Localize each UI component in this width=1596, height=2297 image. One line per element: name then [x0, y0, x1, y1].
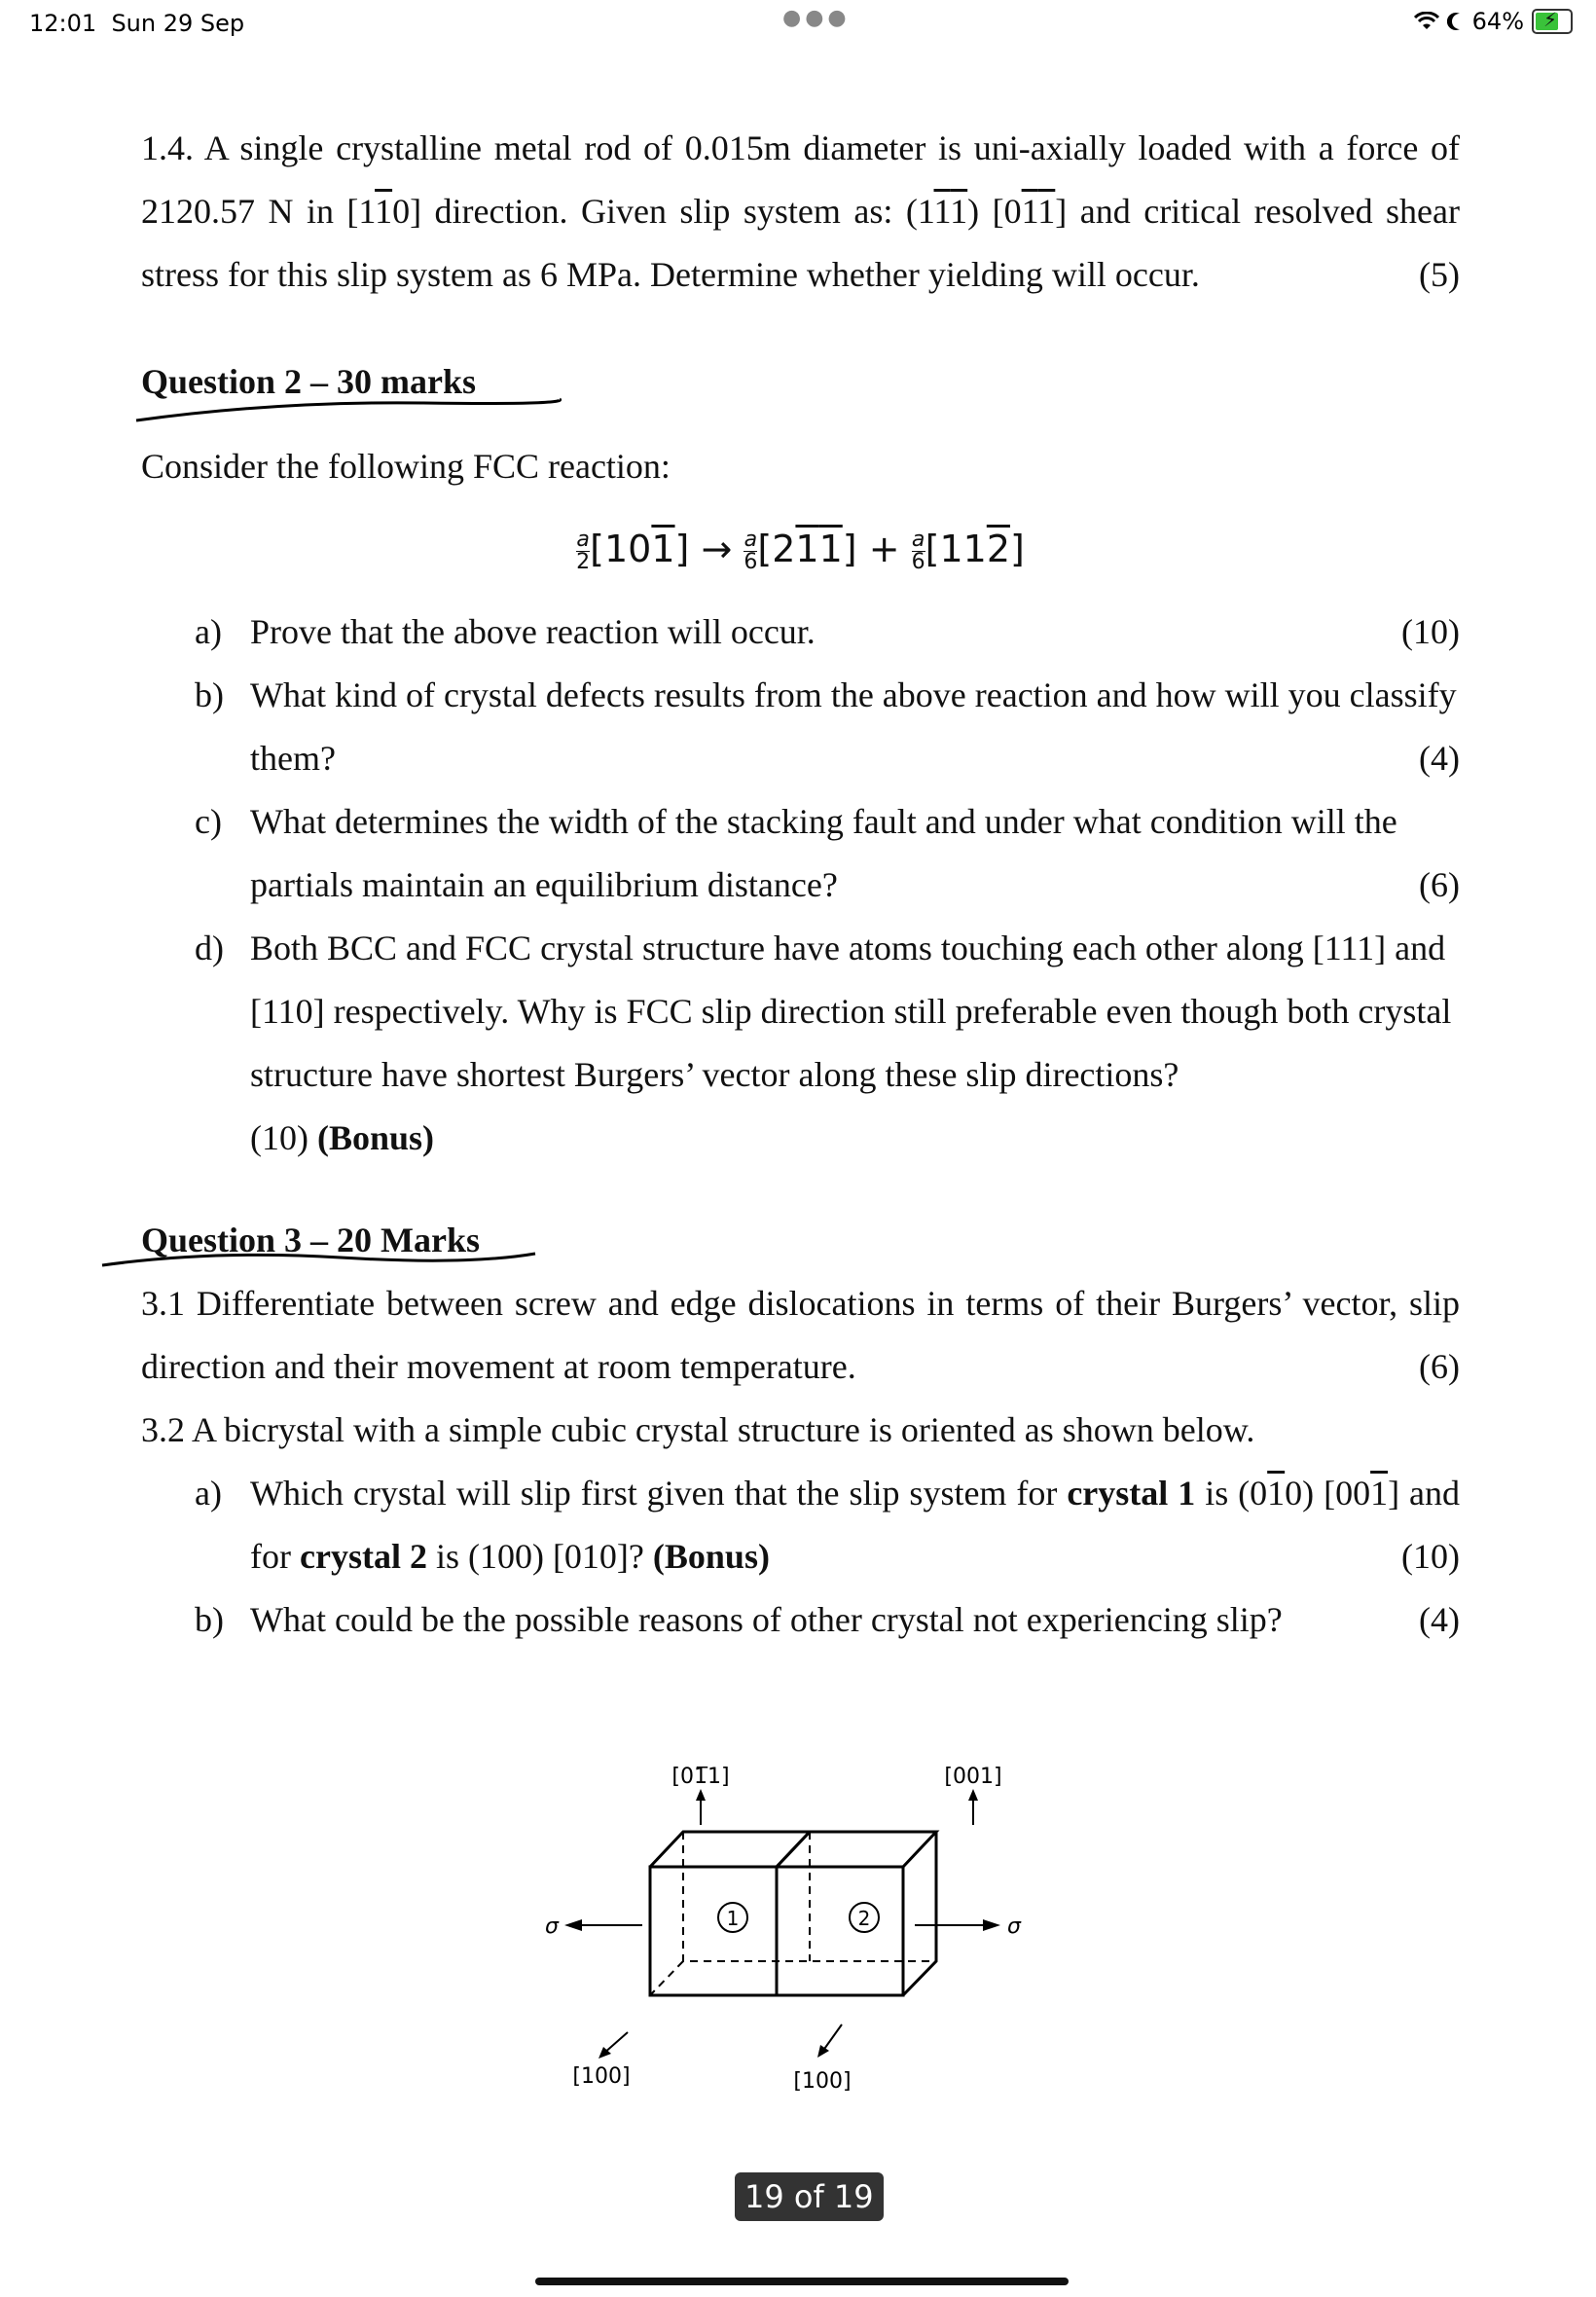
q2-item-b: b) What kind of crystal defects results from the above reaction and how will you classify them? (4): [195, 675, 1460, 778]
multitask-dots[interactable]: ●●●: [782, 6, 851, 30]
status-bar: [0, 0, 1596, 49]
q2-item-a: a) Prove that the above reaction will occur. (10): [195, 612, 1460, 651]
label-top-left: [01̅1]: [671, 1765, 730, 1789]
label-bottom-right: [100]: [793, 2069, 852, 2094]
q2-item-c: c) What determines the width of the stacking fault and under what condition will the partials maintain an equilibrium distance? (6): [195, 802, 1460, 904]
q2-item-d: d) Both BCC and FCC crystal structure have atoms touching each other along [111] and [110] respectively. Why is FCC slip direction still preferable even though both crystal structure have shortest Burgers’ vector along these slip directions? (10) (Bonus): [195, 929, 1452, 1157]
label-bottom-left: [100]: [572, 2064, 631, 2089]
label-top-right: [001]: [944, 1765, 1002, 1789]
question-3-heading: Question 3 – 20 Marks: [141, 1209, 1460, 1272]
question-1-4: 1.4. A single crystalline metal rod of 0.015m diameter is uni-axially loaded with a force of 2120.57 N in [110] direction. Given slip system as: (111) [011] and critical resolved shear stress for this slip system as 6 MPa. Determine whether yielding will occur. (5): [141, 117, 1460, 307]
question-2-intro: Consider the following FCC reaction:: [141, 447, 671, 486]
q3-item-b: b) What could be the possible reasons of other crystal not experiencing slip? (4): [195, 1600, 1460, 1639]
bicrystal-diagram: [526, 1762, 1109, 2132]
stress-right: σ: [1007, 1914, 1021, 1939]
stress-left: σ: [545, 1914, 559, 1939]
page-indicator: 19 of 19: [735, 2172, 884, 2221]
document-page: [141, 117, 1460, 1652]
wifi-icon: [1414, 12, 1439, 31]
question-3-1: 3.1 Differentiate between screw and edge dislocations in terms of their Burgers’ vector, slip direction and their movement at room temperature. (6): [141, 1284, 1460, 1386]
q3-item-a: a) Which crystal will slip first given that the slip system for crystal 1 is (010) [001] and for crystal 2 is (100) [010]? (Bonus) (10): [195, 1474, 1461, 1576]
underline-scribble: [131, 391, 715, 430]
status-time: 12:01 Sun 29 Sep: [29, 10, 245, 37]
crystal-2-front: [777, 1867, 903, 1995]
moon-icon: [1447, 12, 1465, 31]
question-3-2: 3.2 A bicrystal with a simple cubic crystal structure is oriented as shown below.: [141, 1410, 1255, 1449]
fcc-reaction-equation: $\frac{a}{2}$ [101] → $\frac{a}{6}$ [211] + $\frac{a}{6}$ [112]: [576, 528, 1025, 574]
battery-charging-icon: ⚡: [1532, 9, 1573, 34]
marks-1-4: (5): [1419, 255, 1460, 294]
home-indicator[interactable]: [535, 2278, 1069, 2285]
battery-percent: 64%: [1471, 8, 1524, 35]
crystal-2-label: 2: [857, 1907, 871, 1930]
crystal-1-label: 1: [726, 1907, 740, 1930]
question-2-heading: Question 2 – 30 marks: [141, 350, 1460, 414]
underline-scribble: [97, 1238, 681, 1277]
